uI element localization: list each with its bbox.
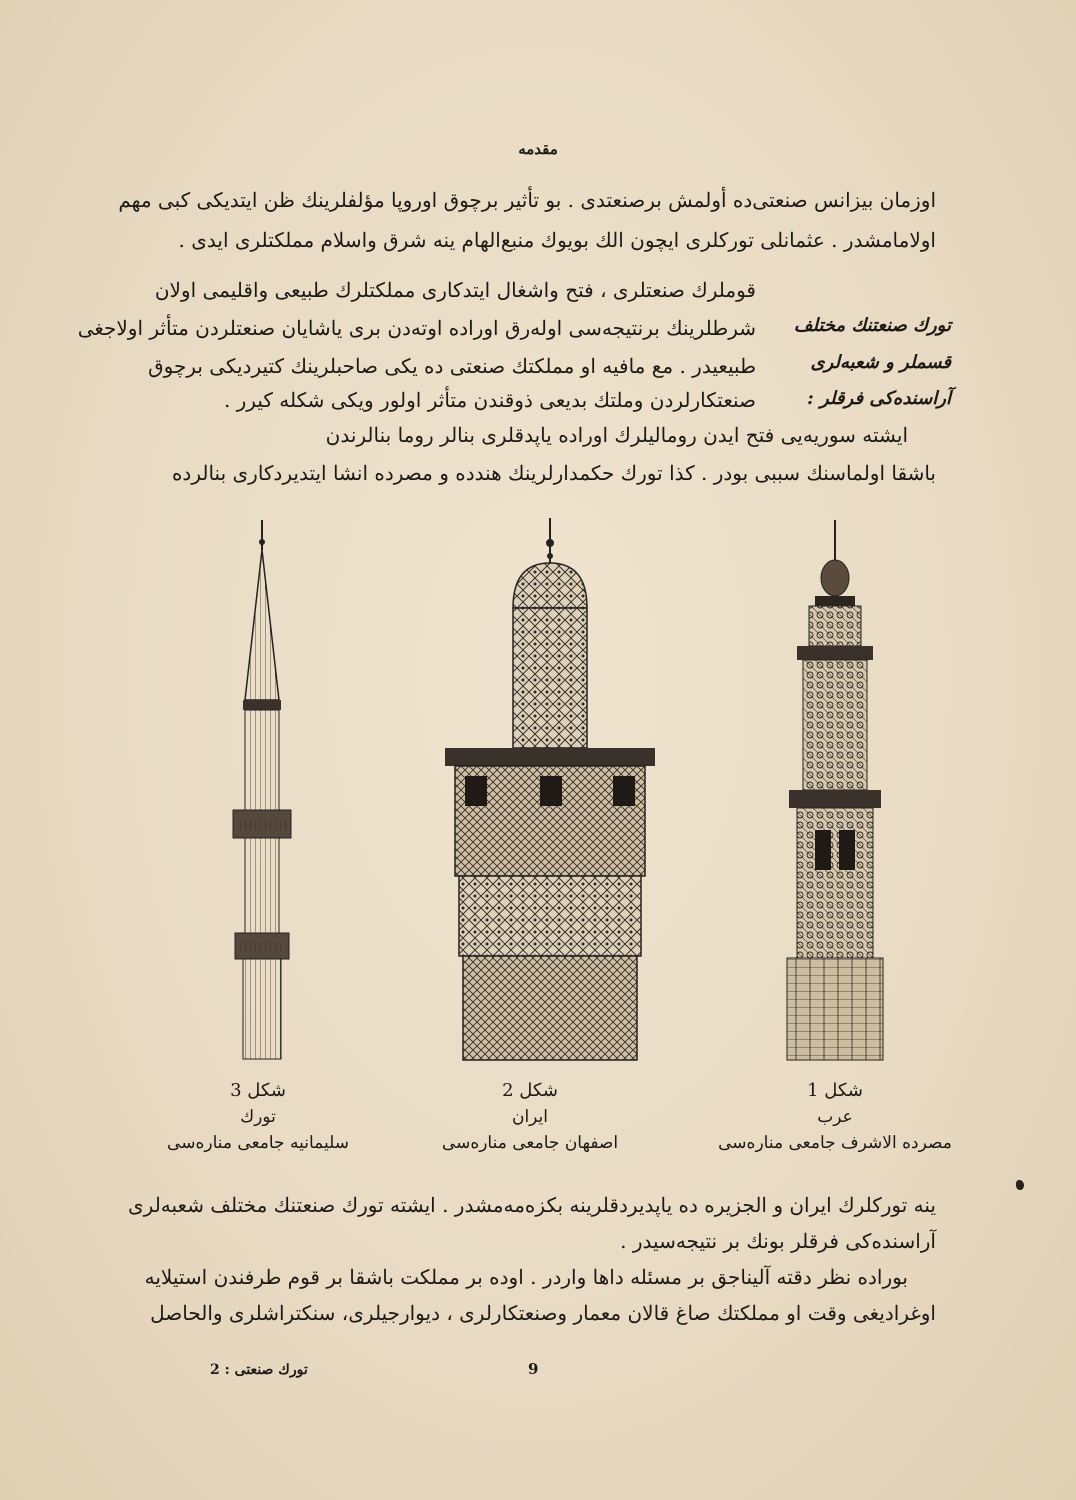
figure-region: عرب — [817, 1107, 853, 1127]
text-line: آراسنده‌کی فرقلر بونك بر نتیجه‌سیدر . — [620, 1229, 936, 1253]
text-line: اوزمان بیزانس صنعتی‌ده أولمش برصنعتدی . بو تأثیر برچوق اوروپا مؤلفلرینك ظن ایتدیکی کبی مهم — [118, 188, 936, 212]
figure-region: ایران — [511, 1107, 549, 1127]
page-number: 9 — [528, 1360, 539, 1378]
figure-number: شکل 3 — [230, 1080, 286, 1101]
figure-2-caption — [410, 1078, 650, 1156]
figure-title: مصرده الاشرف جامعی مناره‌سی — [718, 1133, 952, 1153]
figure-number: شکل 1 — [807, 1080, 863, 1101]
sidenote-line: آراسنده‌کی فرقلر : — [807, 388, 951, 409]
page-header: مقدمه — [518, 140, 558, 158]
figure-number: شکل 2 — [502, 1080, 558, 1101]
figure-region: تورك — [240, 1107, 276, 1127]
signature-mark: تورك صنعتی : 2 — [210, 1362, 308, 1378]
ink-mark — [1016, 1180, 1024, 1190]
text-line: اوغرادیغی وقت او مملکتك صاغ قالان معمار وصنعتکارلری ، دیوارجیلری، سنکتراشلری والحاصل — [150, 1301, 936, 1325]
sidenote-line: قسملر و شعبه‌لری — [810, 352, 951, 373]
text-line: بوراده نظر دقته آلیناجق بر مسئله داها واردر . اوده بر مملکت باشقا بر قوم طرفندن استیلایه — [144, 1265, 908, 1289]
figure-1-caption — [715, 1078, 955, 1156]
figure-3-ottoman-minaret — [215, 520, 305, 1060]
text-line: شرطلرینك برنتیجه‌سی اوله‌رق اوراده اوته‌دن بری یاشایان صنعتلردن متأثر اولاجغی — [77, 316, 756, 340]
text-line: صنعتکارلردن وملتك بدیعی ذوقندن متأثر اولور ویکی شکله کیرر . — [223, 388, 756, 412]
figure-title: اصفهان جامعی مناره‌سی — [441, 1133, 619, 1153]
text-line: ینه تورکلرك ایران و الجزیره ده یاپدیردقلرینه بکزه‌مه‌مشدر . ایشته تورك صنعتنك مختلف شعبه‌لری — [128, 1193, 936, 1217]
text-line: باشقا اولماسنك سببی بودر . کذا تورك حکمدارلرینك هندده و مصرده انشا ایتدیردکاری بنالرده — [171, 461, 936, 485]
text-line: قوملرك صنعتلری ، فتح واشغال ایتدکاری مملکتلرك طبیعی واقلیمی اولان — [154, 278, 756, 302]
text-line: ایشته سوریه‌یی فتح ایدن رومالیلرك اوراده یاپدقلری بنالر روما بنالرندن — [325, 423, 908, 447]
text-line: اولامامشدر . عثمانلی تورکلری ایچون الك بویوك منبع‌الهام ینه شرق واسلام مملکتلری ایدی . — [178, 228, 936, 252]
sidenote-line: تورك صنعتنك مختلف — [793, 315, 951, 336]
text-line: طبیعیدر . مع مافیه او مملکتك صنعتی ده یکی صاحبلرینك کتیردیکی برچوق — [148, 354, 756, 378]
figure-1-arab-minaret — [775, 520, 895, 1060]
figure-3-caption — [138, 1078, 378, 1156]
figure-2-persian-minaret — [445, 518, 655, 1060]
figure-title: سلیمانیه جامعی مناره‌سی — [167, 1133, 349, 1153]
